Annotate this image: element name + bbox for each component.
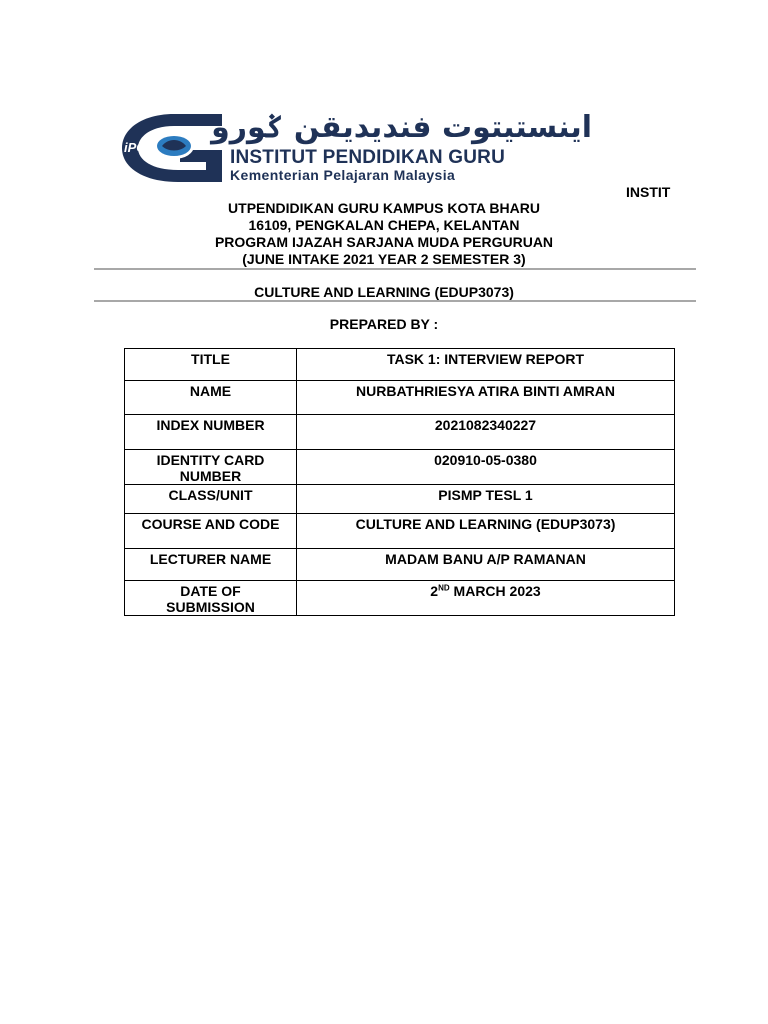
cell-label-course: COURSE AND CODE bbox=[125, 514, 297, 549]
logo-jawi-text: اينستيتوت فنديديقن ݢورو bbox=[211, 110, 592, 145]
table-row bbox=[125, 581, 675, 616]
cell-value-name: NURBATHRIESYA ATIRA BINTI AMRAN bbox=[297, 381, 675, 415]
cell-value-identity-card: 020910-05-0380 bbox=[297, 450, 675, 485]
cell-value-index: 2021082340227 bbox=[297, 415, 675, 450]
header-line-intake: (JUNE INTAKE 2021 YEAR 2 SEMESTER 3) bbox=[242, 251, 526, 267]
header-instit-fragment: INSTIT bbox=[626, 184, 671, 200]
table-row bbox=[125, 485, 675, 514]
course-title: CULTURE AND LEARNING (EDUP3073) bbox=[254, 284, 514, 300]
table-row bbox=[125, 450, 675, 485]
cell-value-course: CULTURE AND LEARNING (EDUP3073) bbox=[297, 514, 675, 549]
identity-card-label-line1: IDENTITY CARD bbox=[156, 452, 265, 468]
cell-value-title: TASK 1: INTERVIEW REPORT bbox=[297, 349, 675, 381]
cell-label-lecturer: LECTURER NAME bbox=[125, 549, 297, 581]
cell-label-title: TITLE bbox=[125, 349, 297, 381]
prepared-by-heading: PREPARED BY : bbox=[329, 316, 439, 332]
header-line-program: PROGRAM IJAZAH SARJANA MUDA PERGURUAN bbox=[214, 234, 554, 250]
date-ordinal-suffix: ND bbox=[438, 583, 450, 593]
cell-label-date bbox=[125, 581, 297, 616]
table-row bbox=[125, 549, 675, 581]
divider-bottom bbox=[94, 300, 696, 302]
divider-top bbox=[94, 268, 696, 270]
table-row bbox=[125, 349, 675, 381]
table-row bbox=[125, 415, 675, 450]
table-row bbox=[125, 381, 675, 415]
cell-label-identity-card bbox=[125, 450, 297, 485]
cell-label-class: CLASS/UNIT bbox=[125, 485, 297, 514]
ipg-logo bbox=[118, 110, 598, 184]
header-line-address: 16109, PENGKALAN CHEPA, KELANTAN bbox=[248, 217, 520, 233]
cell-value-lecturer: MADAM BANU A/P RAMANAN bbox=[297, 549, 675, 581]
cell-label-name: NAME bbox=[125, 381, 297, 415]
logo-institution-name: INSTITUT PENDIDIKAN GURU bbox=[230, 147, 506, 168]
cell-value-class: PISMP TESL 1 bbox=[297, 485, 675, 514]
table-row bbox=[125, 514, 675, 549]
cover-info-table bbox=[124, 348, 675, 616]
date-month-year: MARCH 2023 bbox=[449, 583, 541, 599]
date-label-line2: SUBMISSION bbox=[166, 599, 255, 615]
date-label-line1: DATE OF bbox=[180, 583, 241, 599]
logo-ministry-name: Kementerian Pelajaran Malaysia bbox=[230, 167, 456, 183]
date-day: 2 bbox=[430, 583, 439, 599]
identity-card-label-line2: NUMBER bbox=[179, 468, 242, 484]
cell-label-index: INDEX NUMBER bbox=[125, 415, 297, 450]
logo-badge-text: iPG bbox=[124, 140, 147, 155]
institution-header bbox=[96, 200, 672, 268]
header-line-campus: UTPENDIDIKAN GURU KAMPUS KOTA BHARU bbox=[228, 200, 540, 216]
cell-value-date bbox=[297, 581, 675, 616]
